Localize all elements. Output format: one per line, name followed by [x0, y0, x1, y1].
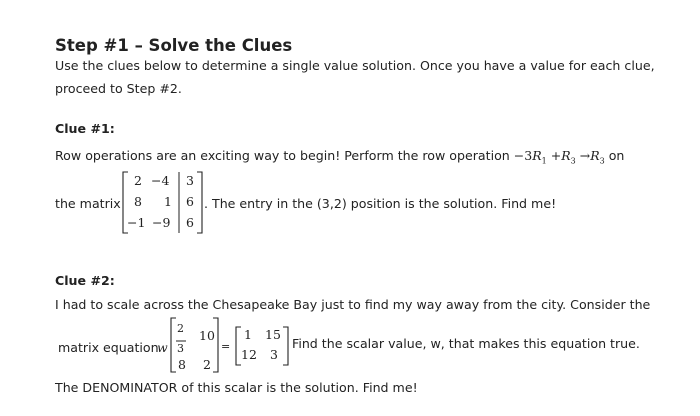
intro-line-2: proceed to Step #2.: [55, 81, 182, 96]
rhs-r2c2: 3: [270, 347, 278, 362]
m1-r3c1: −1: [127, 215, 146, 230]
m1-r1c2: −4: [151, 173, 170, 188]
lhs-r1c2: 10: [199, 328, 215, 343]
equals-sign: =: [221, 340, 231, 353]
m1-r1c1: 2: [134, 173, 142, 188]
op-r2: R: [561, 148, 571, 163]
clue2-eq-suffix: Find the scalar value, w, that makes this equation true.: [292, 336, 640, 351]
clue1-matrix-prefix: the matrix: [55, 196, 121, 211]
op-s2: 3: [570, 156, 576, 166]
rhs-r1c2: 15: [265, 327, 281, 342]
op-s3: 3: [599, 156, 605, 166]
clue2-eq-prefix: matrix equation: [58, 340, 159, 355]
op-s1: 1: [541, 156, 547, 166]
page-title: Step #1 – Solve the Clues: [55, 36, 293, 55]
scalar-w: w: [157, 340, 168, 355]
lhs-r2c1: 8: [178, 357, 186, 372]
op-plus: +: [550, 148, 562, 163]
op-arrow: →: [579, 148, 591, 163]
clue1-line1-suffix: on: [608, 148, 625, 163]
m1-r2c2: 1: [164, 194, 172, 209]
clue1-heading: Clue #1:: [55, 121, 115, 136]
clue2-last-line: The DENOMINATOR of this scalar is the solution. Find me!: [55, 380, 418, 395]
m1-r2c3: 6: [186, 194, 194, 209]
frac-den: 3: [177, 342, 184, 355]
m1-r3c2: −9: [152, 215, 171, 230]
rhs-r1c1: 1: [244, 327, 252, 342]
intro-line-1: Use the clues below to determine a single value solution. Once you have a value for each clue,: [55, 58, 655, 73]
m1-r1c3: 3: [186, 173, 194, 188]
rhs-r2c1: 12: [241, 347, 257, 362]
op-coef: −3: [513, 148, 533, 163]
m1-r3c3: 6: [186, 215, 194, 230]
lhs-r2c2: 2: [203, 357, 211, 372]
clue2-line-1: I had to scale across the Chesapeake Bay just to find my way away from the city. Consider the: [55, 297, 651, 312]
frac-num: 2: [177, 322, 184, 335]
clue1-matrix-suffix: . The entry in the (3,2) position is the solution. Find me!: [204, 196, 557, 211]
op-r3: R: [590, 148, 600, 163]
op-r1: R: [532, 148, 542, 163]
m1-r2c1: 8: [134, 194, 142, 209]
clue2-heading: Clue #2:: [55, 273, 115, 288]
clue1-line1-prefix: Row operations are an exciting way to begin! Perform the row operation: [55, 148, 510, 163]
